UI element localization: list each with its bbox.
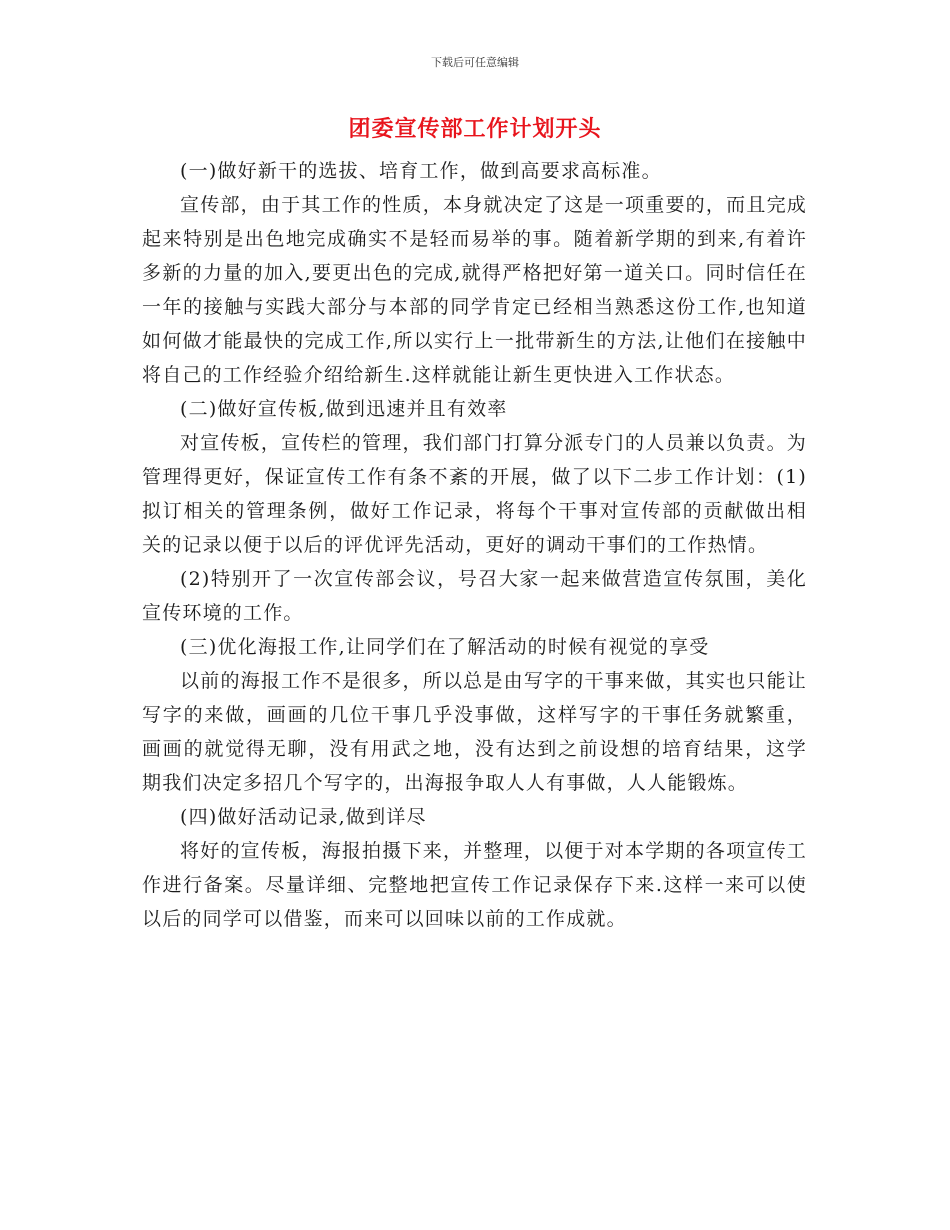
paragraph-section-2-body: 对宣传板，宣传栏的管理，我们部门打算分派专门的人员兼以负责。为管理得更好，保证宣传工作有条不紊的开展，做了以下二步工作计划：(1)拟订相关的管理条例，做好工作记录，将每个干事对宣传部的贡献做出相关的记录以便于以后的评优评先活动，更好的调动干事们的工作热情。 <box>142 432 807 556</box>
paragraph-section-3-heading: (三)优化海报工作,让同学们在了解活动的时候有视觉的享受 <box>180 636 710 658</box>
paragraph-section-2-heading: (二)做好宣传板,做到迅速并且有效率 <box>180 398 508 420</box>
paragraph-section-1-body: 宣传部，由于其工作的性质，本身就决定了这是一项重要的，而且完成起来特别是出色地完成确实不是轻而易举的事。随着新学期的到来,有着许多新的力量的加入,要更出色的完成,就得严格把好第一道关口。同时信任在一年的接触与实践大部分与本部的同学肯定已经相当熟悉这份工作,也知道如何做才能最快的完成工作,所以实行上一批带新生的方法,让他们在接触中将自己的工作经验介绍给新生.这样就能让新生更快进入工作状态。 <box>142 194 807 386</box>
document-body <box>142 154 807 936</box>
document-title: 团委宣传部工作计划开头 <box>348 117 602 142</box>
paragraph-section-4-body: 将好的宣传板，海报拍摄下来，并整理，以便于对本学期的各项宣传工作进行备案。尽量详细、完整地把宣传工作记录保存下来.这样一来可以使以后的同学可以借鉴，而来可以回味以前的工作成就。 <box>142 840 807 930</box>
paragraph-section-1-heading: (一)做好新干的选拔、培育工作，做到高要求高标准。 <box>180 160 662 182</box>
paragraph-section-2-item-2: (2)特别开了一次宣传部会议，号召大家一起来做营造宣传氛围，美化宣传环境的工作。 <box>142 568 807 624</box>
header-note: 下载后可任意编辑 <box>431 56 519 69</box>
paragraph-section-3-body: 以前的海报工作不是很多，所以总是由写字的干事来做，其实也只能让写字的来做，画画的几位干事几乎没事做，这样写字的干事任务就繁重，画画的就觉得无聊，没有用武之地，没有达到之前设想的培育结果，这学期我们决定多招几个写字的，出海报争取人人有事做，人人能锻炼。 <box>142 670 807 794</box>
paragraph-section-4-heading: (四)做好活动记录,做到详尽 <box>180 806 427 828</box>
